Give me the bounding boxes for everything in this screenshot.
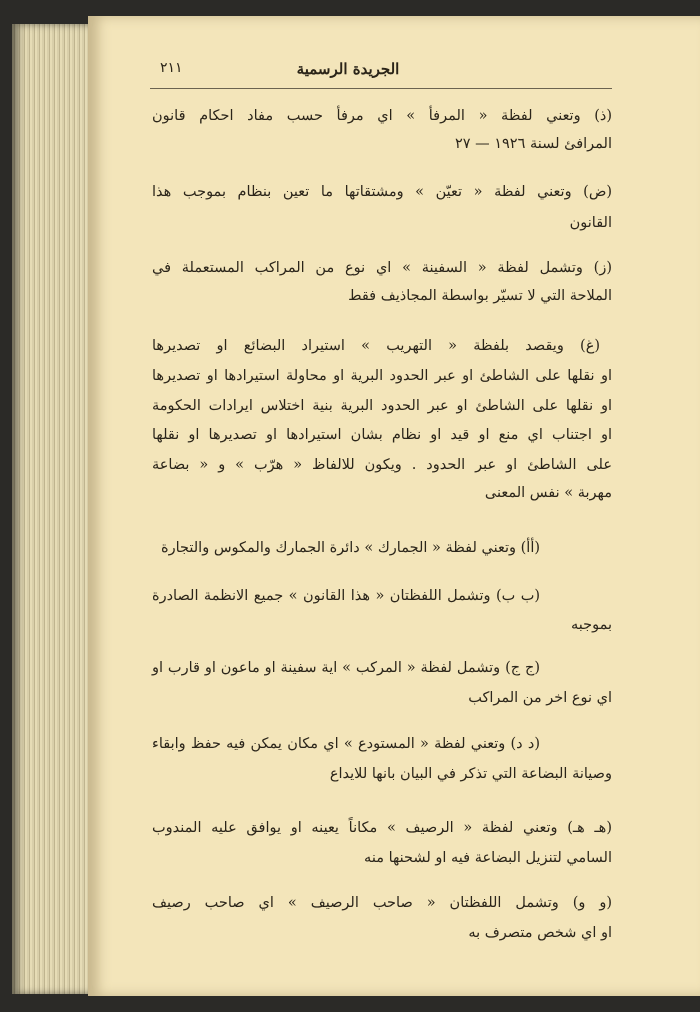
text-line: المرافئ لسنة ١٩٢٦ — ٢٧ bbox=[454, 136, 612, 152]
text-line: (ذ) وتعني لفظة « المرفأ » اي مرفأ حسب مفاد احكام قانون bbox=[152, 108, 612, 124]
text-line: (ج ج) وتشمل لفظة « المركب » اية سفينة او ماعون او قارب او bbox=[152, 660, 540, 676]
text-line: الملاحة التي لا تسيّر بواسطة المجاذيف فقط bbox=[348, 288, 612, 304]
book-page bbox=[88, 16, 700, 996]
text-line: على الشاطئ او عبر الحدود . ويكون للالفاظ « هرّب » و « بضاعة bbox=[152, 457, 612, 473]
running-header-title: الجريدة الرسمية bbox=[296, 60, 400, 78]
text-line: (و و) وتشمل اللفظتان « صاحب الرصيف » اي صاحب رصيف bbox=[152, 895, 612, 911]
text-line: (ز) وتشمل لفظة « السفينة » اي نوع من المراكب المستعملة في bbox=[152, 260, 612, 276]
text-line: (هـ هـ) وتعني لفظة « الرصيف » مكاناً يعينه او يوافق عليه المندوب bbox=[152, 820, 612, 836]
text-line: (غ) ويقصد بلفظة « التهريب » استيراد البضائع او تصديرها bbox=[152, 338, 600, 354]
text-line: السامي لتنزيل البضاعة فيه او لشحنها منه bbox=[364, 850, 612, 866]
header-rule bbox=[150, 88, 612, 89]
text-line: او اجتناب اي منع او قيد او نظام بشان استيرادها او تصديرها او نقلها bbox=[152, 427, 612, 443]
text-line: (د د) وتعني لفظة « المستودع » اي مكان يمكن فيه حفظ وابقاء bbox=[152, 736, 540, 752]
text-line: (ب ب) وتشمل اللفظتان « هذا القانون » جميع الانظمة الصادرة bbox=[152, 588, 540, 604]
text-line: او نقلها على الشاطئ او عبر الحدود البرية بنية اختلاس ايرادات الحكومة bbox=[152, 398, 612, 414]
text-line: القانون bbox=[569, 215, 612, 231]
text-line: بموجبه bbox=[570, 617, 612, 633]
book-page-edges bbox=[12, 24, 90, 994]
text-line: اي نوع اخر من المراكب bbox=[468, 690, 612, 706]
text-line: او نقلها على الشاطئ او عبر الحدود البرية او محاولة استيرادها او تصديرها bbox=[152, 368, 612, 384]
text-line: (ض) وتعني لفظة « تعيّن » ومشتقاتها ما تعين بنظام بموجب هذا bbox=[152, 184, 612, 200]
text-line: مهربة » نفس المعنى bbox=[484, 485, 612, 501]
text-line: وصيانة البضاعة التي تذكر في البيان بانها للايداع bbox=[329, 766, 612, 782]
page-number: ٢١١ bbox=[160, 60, 183, 76]
text-line: او اي شخص متصرف به bbox=[468, 925, 612, 941]
text-line: (أأ) وتعني لفظة « الجمارك » دائرة الجمارك والمكوس والتجارة bbox=[161, 540, 540, 556]
